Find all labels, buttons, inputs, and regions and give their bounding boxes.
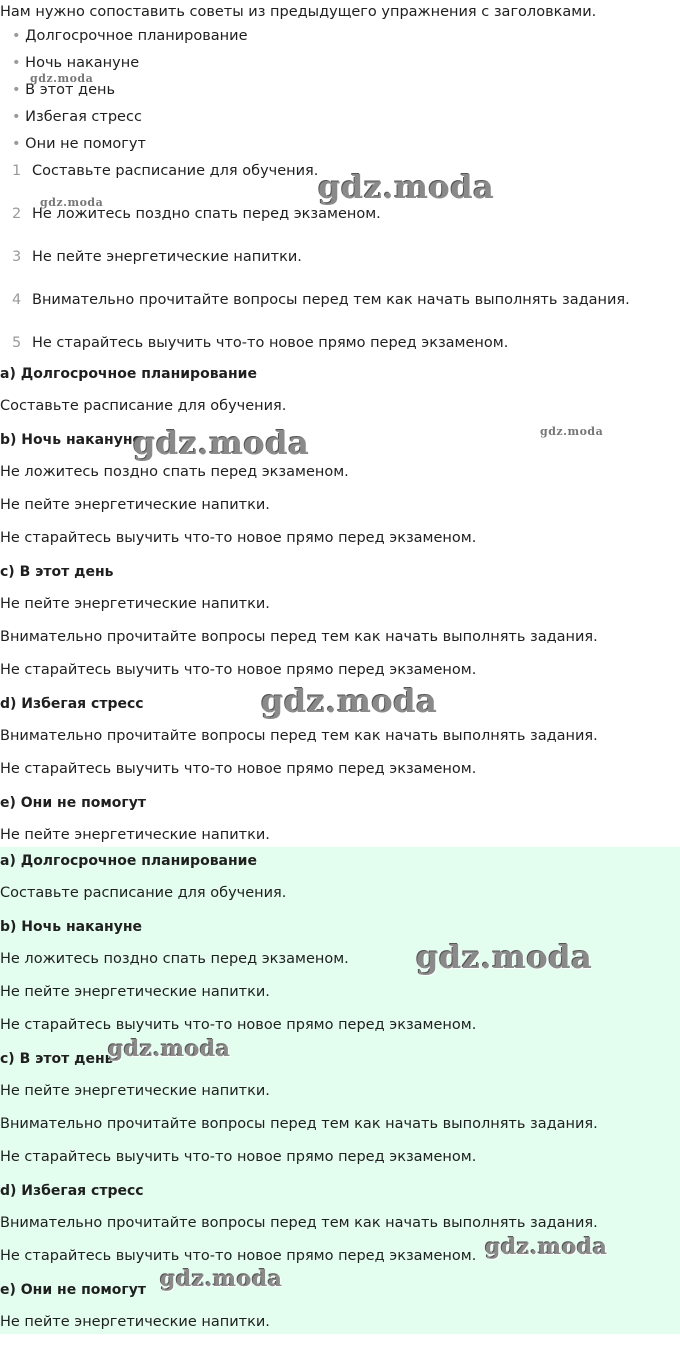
answer-heading: e) Они не помогут: [0, 1282, 146, 1298]
watermark: gdz.moda: [133, 424, 310, 462]
list-item: • В этот день: [12, 82, 116, 98]
answer-heading: b) Ночь накануне: [0, 919, 143, 935]
watermark: gdz.moda: [160, 1266, 283, 1292]
watermark: gdz.moda: [108, 1036, 231, 1062]
watermark: gdz.moda: [261, 682, 438, 720]
intro-text: Нам нужно сопоставить советы из предыдущего упражнения с заголовками.: [0, 4, 597, 20]
group-item: Не пейте энергетические напитки.: [0, 827, 270, 843]
answer-item: Не старайтесь выучить что-то новое прямо перед экзаменом.: [0, 1017, 477, 1033]
group-heading: а) Долгосрочное планирование: [0, 366, 257, 382]
group-item: Внимательно прочитайте вопросы перед тем как начать выполнять задания.: [0, 728, 598, 744]
bullet-icon: •: [12, 55, 21, 71]
group-item: Не старайтесь выучить что-то новое прямо перед экзаменом.: [0, 761, 477, 777]
group-item: Не ложитесь поздно спать перед экзаменом.: [0, 464, 349, 480]
answer-item: Внимательно прочитайте вопросы перед тем как начать выполнять задания.: [0, 1215, 598, 1231]
watermark: gdz.moda: [540, 425, 604, 438]
list-item: • Долгосрочное планирование: [12, 28, 248, 44]
watermark: gdz.moda: [40, 196, 104, 209]
group-heading: e) Они не помогут: [0, 795, 146, 811]
answer-heading: с) В этот день: [0, 1051, 114, 1067]
answer-item: Не ложитесь поздно спать перед экзаменом.: [0, 951, 349, 967]
answer-item: Не пейте энергетические напитки.: [0, 984, 270, 1000]
group-item: Внимательно прочитайте вопросы перед тем как начать выполнять задания.: [0, 629, 598, 645]
answer-item: Составьте расписание для обучения.: [0, 885, 287, 901]
answer-item: Не пейте энергетические напитки.: [0, 1083, 270, 1099]
watermark: gdz.moda: [416, 938, 593, 976]
bullet-icon: •: [12, 28, 21, 44]
answer-item: Внимательно прочитайте вопросы перед тем как начать выполнять задания.: [0, 1116, 598, 1132]
bullet-icon: •: [12, 136, 21, 152]
watermark: gdz.moda: [318, 168, 495, 206]
list-item: 3 Не пейте энергетические напитки.: [12, 249, 302, 265]
group-item: Не пейте энергетические напитки.: [0, 596, 270, 612]
answer-heading: а) Долгосрочное планирование: [0, 853, 257, 869]
group-heading: b) Ночь накануне: [0, 432, 143, 448]
bullet-icon: •: [12, 109, 21, 125]
list-item: • Они не помогут: [12, 136, 146, 152]
list-item: 1 Составьте расписание для обучения.: [12, 163, 319, 179]
group-heading: с) В этот день: [0, 564, 114, 580]
group-item: Составьте расписание для обучения.: [0, 398, 287, 414]
list-item: 4 Внимательно прочитайте вопросы перед тем как начать выполнять задания.: [12, 292, 630, 308]
answer-heading: d) Избегая стресс: [0, 1183, 144, 1199]
list-item: • Ночь накануне: [12, 55, 140, 71]
answer-item: Не старайтесь выучить что-то новое прямо перед экзаменом.: [0, 1248, 477, 1264]
group-item: Не старайтесь выучить что-то новое прямо перед экзаменом.: [0, 530, 477, 546]
watermark: gdz.moda: [30, 72, 94, 85]
group-heading: d) Избегая стресс: [0, 696, 144, 712]
watermark: gdz.moda: [485, 1234, 608, 1260]
group-item: Не старайтесь выучить что-то новое прямо перед экзаменом.: [0, 662, 477, 678]
answer-item: Не пейте энергетические напитки.: [0, 1314, 270, 1330]
list-item: • Избегая стресс: [12, 109, 142, 125]
answer-item: Не старайтесь выучить что-то новое прямо перед экзаменом.: [0, 1149, 477, 1165]
group-item: Не пейте энергетические напитки.: [0, 497, 270, 513]
bullet-icon: •: [12, 82, 21, 98]
list-item: 5 Не старайтесь выучить что-то новое прямо перед экзаменом.: [12, 335, 509, 351]
list-item: 2 Не ложитесь поздно спать перед экзаменом.: [12, 206, 381, 222]
